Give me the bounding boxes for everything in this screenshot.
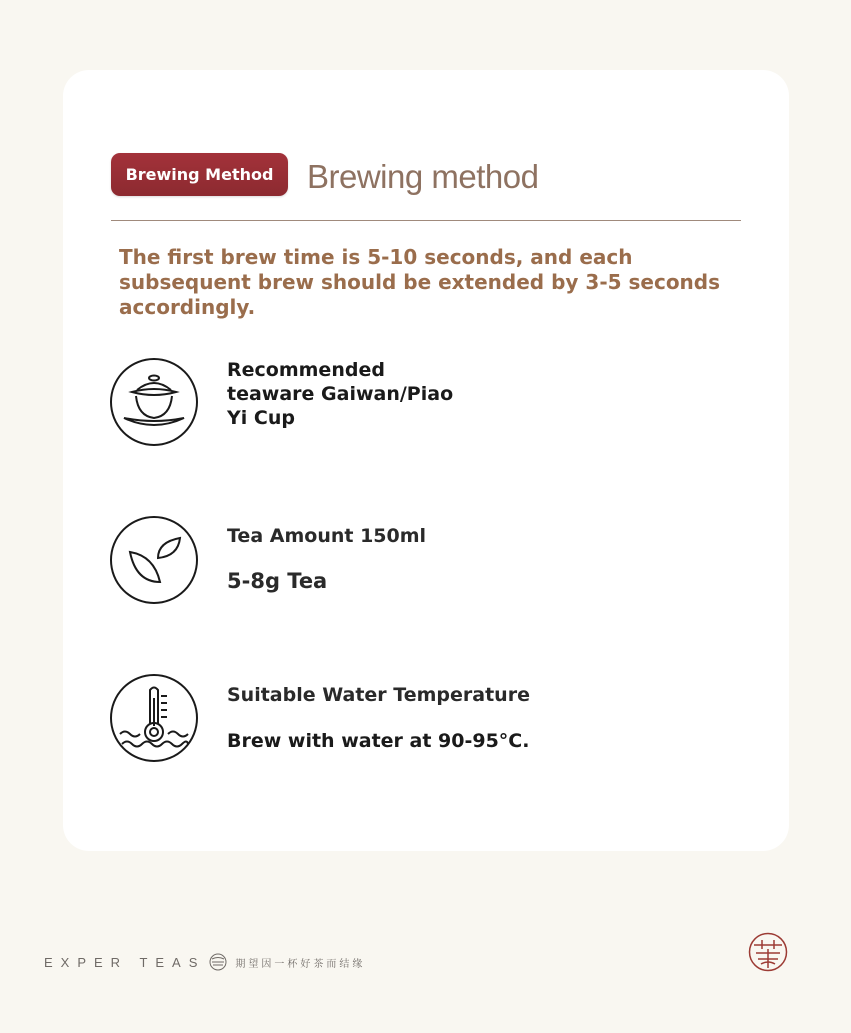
gaiwan-icon <box>110 358 198 446</box>
page-title: Brewing method <box>307 158 539 195</box>
brand-slogan: 期望因一杯好茶而结缘 <box>235 958 366 970</box>
tea-leaves-icon <box>110 516 198 604</box>
thermometer-icon <box>110 674 198 762</box>
water-temperature-value: Brew with water at 90-95°C. <box>227 730 530 752</box>
brand-logo-icon <box>209 953 227 971</box>
divider <box>111 220 741 221</box>
footer <box>44 953 365 971</box>
seal-logo-icon <box>748 932 788 972</box>
teaware-text: Recommended teaware Gaiwan/Piao Yi Cup <box>227 359 454 429</box>
tea-amount-label: Tea Amount 150ml <box>227 525 427 547</box>
tea-amount-value: 5-8g Tea <box>227 569 328 593</box>
brewing-card <box>63 70 789 851</box>
brewing-method-badge: Brewing Method <box>111 153 288 196</box>
brand-name: EXPER TEAS <box>44 954 206 970</box>
water-temperature-label: Suitable Water Temperature <box>227 684 530 706</box>
brew-time-instructions: The first brew time is 5-10 seconds, and each subsequent brew should be extended by 3-5 seconds accordingly. <box>119 245 721 319</box>
